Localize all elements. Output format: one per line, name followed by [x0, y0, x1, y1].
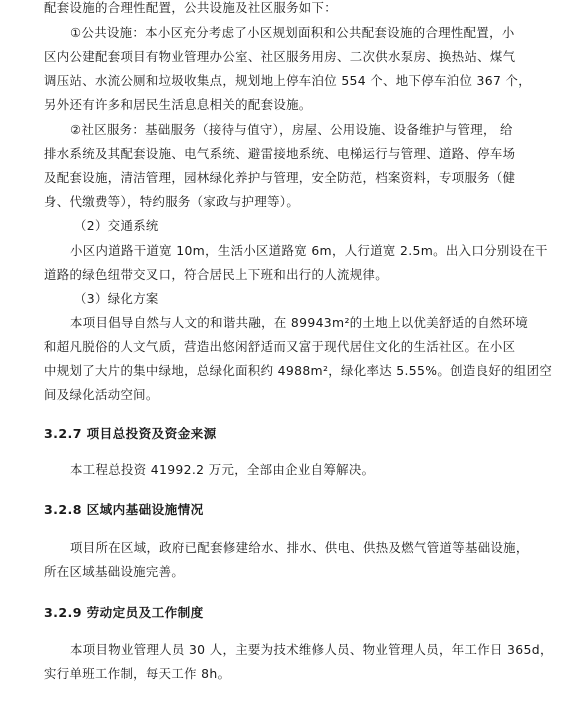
- staffing-line-1: 本项目物业管理人员 30 人，主要为技术维修人员、物业管理人员，年工作日 365d，: [70, 642, 553, 657]
- greening-line-1: 本项目倡导自然与人文的和谐共融，在 89943m²的土地上以优美舒适的自然环境: [70, 315, 529, 330]
- community-service-line-4: 身、代缴费等），特约服务（家政与护理等）。: [44, 194, 300, 209]
- infrastructure-line-1: 项目所在区域，政府已配套修建给水、排水、供电、供热及燃气管道等基础设施，: [70, 540, 529, 555]
- section-heading-infrastructure: 3.2.8 区域内基础设施情况: [44, 502, 204, 517]
- community-service-line-1: ②社区服务：基础服务（接待与值守），房屋、公用设施、设备维护与管理， 给: [70, 122, 513, 137]
- public-facilities-line-1: ①公共设施：本小区充分考虑了小区规划面积和公共配套设施的合理性配置，小: [70, 25, 515, 40]
- staffing-line-2: 实行单班工作制，每天工作 8h。: [44, 666, 231, 681]
- traffic-line-1: 小区内道路干道宽 10m，生活小区道路宽 6m，人行道宽 2.5m。出入口分别设在干: [70, 243, 548, 258]
- section-heading-staffing: 3.2.9 劳动定员及工作制度: [44, 605, 204, 620]
- public-facilities-line-4: 另外还有许多和居民生活息息相关的配套设施。: [44, 97, 312, 112]
- public-facilities-line-2: 区内公建配套项目有物业管理办公室、社区服务用房、二次供水泵房、换热站、煤气: [44, 49, 516, 64]
- traffic-line-2: 道路的绿色纽带交叉口，符合居民上下班和出行的人流规律。: [44, 267, 388, 282]
- public-facilities-line-3: 调压站、水流公厕和垃圾收集点，规划地上停车泊位 554 个、地下停车泊位 367 个，: [44, 73, 531, 88]
- traffic-heading: （2）交通系统: [74, 218, 159, 233]
- investment-line-1: 本工程总投资 41992.2 万元，全部由企业自筹解决。: [70, 462, 375, 477]
- section-heading-investment: 3.2.7 项目总投资及资金来源: [44, 426, 217, 441]
- community-service-line-3: 及配套设施，清洁管理，园林绿化养护与管理，安全防范，档案资料，专项服务（健: [44, 170, 516, 185]
- greening-line-2: 和超凡脱俗的人文气质，营造出悠闲舒适而又富于现代居住文化的生活社区。在小区: [44, 339, 516, 354]
- intro-line: 配套设施的合理性配置，公共设施及社区服务如下：: [44, 0, 338, 15]
- greening-line-4: 间及绿化活动空间。: [44, 387, 159, 402]
- community-service-line-2: 排水系统及其配套设施、电气系统、避雷接地系统、电梯运行与管理、道路、停车场: [44, 146, 516, 161]
- greening-heading: （3）绿化方案: [74, 291, 159, 306]
- infrastructure-line-2: 所在区域基础设施完善。: [44, 564, 185, 579]
- greening-line-3: 中规划了大片的集中绿地，总绿化面积约 4988m²，绿化率达 5.55%。创造良好的组团空: [44, 363, 553, 378]
